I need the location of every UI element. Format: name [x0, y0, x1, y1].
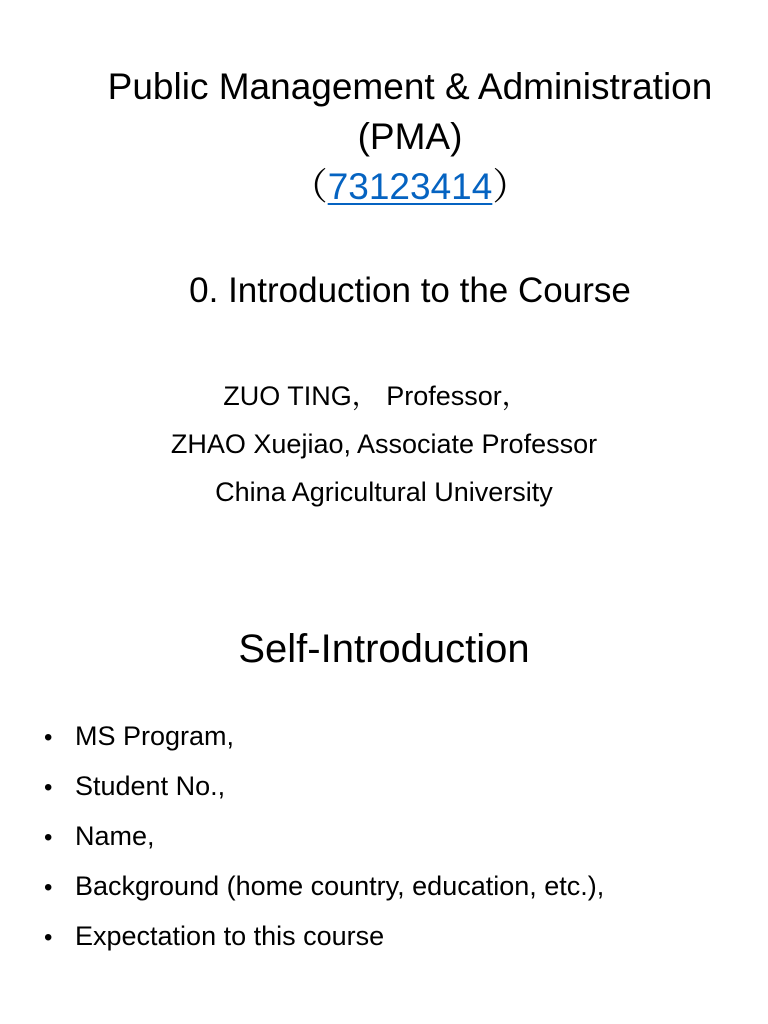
list-item	[44, 812, 744, 862]
author-line: ZHAO Xuejiao, Associate Professor	[170, 429, 598, 459]
slide-self-introduction	[0, 600, 768, 1024]
bullet-icon: •	[44, 824, 53, 851]
bullet-text: MS Program,	[75, 721, 235, 751]
bullet-icon: •	[44, 774, 53, 801]
course-code-line	[60, 162, 760, 212]
bullet-text: Background (home country, education, etc.),	[75, 871, 605, 901]
list-item	[44, 862, 744, 912]
list-item	[44, 712, 744, 762]
university-line: China Agricultural University	[215, 477, 553, 507]
author-list	[0, 372, 768, 516]
bullet-icon: •	[44, 724, 53, 751]
list-item	[44, 762, 744, 812]
bullet-icon: •	[44, 874, 53, 901]
course-subtitle: 0. Introduction to the Course	[189, 271, 631, 310]
course-title: Public Management & Administration	[107, 66, 713, 107]
code-close-paren: ）	[492, 166, 530, 207]
list-item	[44, 912, 744, 962]
bullet-text: Name,	[75, 821, 155, 851]
author-line: ZUO TING， Professor，	[223, 381, 529, 411]
code-open-paren: （	[290, 166, 328, 207]
bullet-text: Expectation to this course	[75, 921, 385, 951]
course-abbreviation: (PMA)	[357, 116, 463, 157]
bullet-text: Student No.,	[75, 771, 226, 801]
course-title-block	[60, 62, 760, 212]
course-code-link[interactable]: 73123414	[327, 166, 493, 207]
self-intro-heading: Self-Introduction	[238, 627, 530, 671]
self-intro-bullet-list	[44, 712, 744, 962]
bullet-icon: •	[44, 924, 53, 951]
